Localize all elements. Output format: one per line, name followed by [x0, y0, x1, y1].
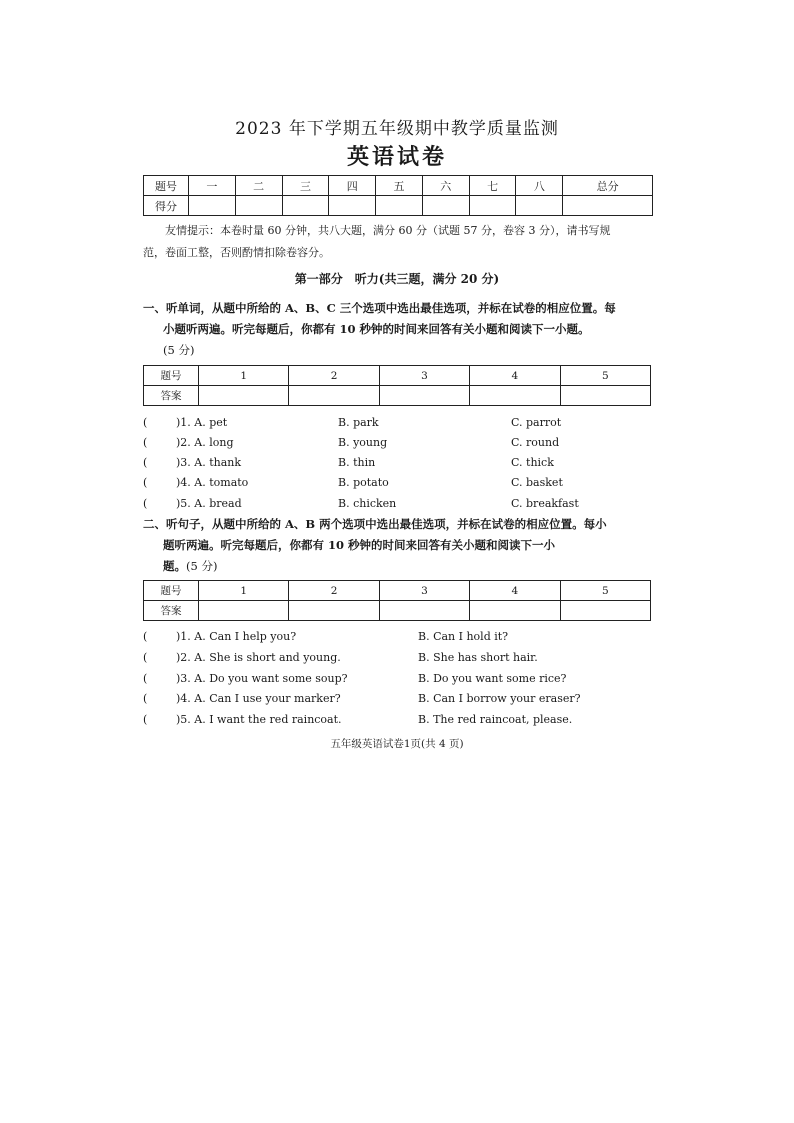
option-b: B. Can I borrow your eraser?	[418, 692, 581, 705]
option-a: )5. A. bread	[176, 497, 242, 510]
score-cell[interactable]	[235, 196, 282, 216]
option-a: )4. A. tomato	[176, 476, 249, 489]
section-points: (5 分)	[186, 559, 218, 573]
answer-paren[interactable]: (	[143, 672, 148, 685]
answer-number: 5	[560, 581, 650, 601]
option-b: B. young	[338, 436, 388, 449]
answer-number: 4	[470, 366, 560, 386]
part-heading: 第一部分 听力(共三题，满分 20 分)	[294, 272, 500, 286]
section1-question	[143, 416, 663, 434]
score-col: 五	[376, 176, 423, 196]
score-cell[interactable]	[469, 196, 516, 216]
option-b: B. The red raincoat, please.	[418, 713, 573, 726]
score-table-score-row	[144, 196, 653, 216]
section1-answer-table	[143, 365, 651, 406]
score-cell[interactable]	[376, 196, 423, 216]
answer-paren[interactable]: (	[143, 456, 148, 469]
section1-question	[143, 456, 663, 474]
section1-question	[143, 497, 663, 515]
answer-paren[interactable]: (	[143, 497, 148, 510]
option-b: B. park	[338, 416, 379, 429]
score-table-row-label: 得分	[144, 196, 189, 216]
score-table-row-label: 题号	[144, 176, 189, 196]
option-a: )2. A. She is short and young.	[176, 651, 341, 664]
section-line: 小题听两遍。听完每题后，你都有 10 秒钟的时间来回答有关小题和阅读下一小题。	[163, 322, 590, 336]
option-b: B. chicken	[338, 497, 397, 510]
answer-paren[interactable]: (	[143, 651, 148, 664]
answer-table-row-label: 答案	[144, 386, 199, 406]
option-c: C. parrot	[511, 416, 562, 429]
answer-cell[interactable]	[379, 386, 469, 406]
option-a: )4. A. Can I use your marker?	[176, 692, 341, 705]
score-col: 六	[422, 176, 469, 196]
answer-number: 3	[379, 366, 469, 386]
section-points: (5 分)	[163, 343, 195, 357]
section2-question	[143, 713, 663, 731]
page-footer: 五年级英语试卷1页(共 4 页)	[330, 738, 464, 750]
score-cell[interactable]	[329, 196, 376, 216]
answer-cell[interactable]	[560, 386, 650, 406]
score-col: 三	[282, 176, 329, 196]
answer-cell[interactable]	[560, 601, 650, 621]
answer-paren[interactable]: (	[143, 692, 148, 705]
score-col: 四	[329, 176, 376, 196]
answer-paren[interactable]: (	[143, 436, 148, 449]
answer-table-header-row	[144, 366, 651, 386]
exam-title: 2023 年下学期五年级期中教学质量监测	[235, 119, 559, 139]
option-b: B. Do you want some rice?	[418, 672, 567, 685]
option-c: C. breakfast	[511, 497, 579, 510]
section-line: 题听两遍。听完每题后，你都有 10 秒钟的时间来回答有关小题和阅读下一小	[163, 538, 556, 552]
answer-paren[interactable]: (	[143, 476, 148, 489]
section2-question	[143, 651, 663, 669]
section2-question	[143, 672, 663, 690]
option-b: B. She has short hair.	[418, 651, 538, 664]
answer-paren[interactable]: (	[143, 630, 148, 643]
notice-line: 友情提示：本卷时量 60 分钟，共八大题，满分 60 分（试题 57 分，卷容 3 分），请书写规	[165, 224, 611, 237]
option-a: )5. A. I want the red raincoat.	[176, 713, 342, 726]
section-line-end: 题。	[163, 559, 186, 573]
option-c: C. round	[511, 436, 560, 449]
answer-cell[interactable]	[470, 601, 560, 621]
option-b: B. thin	[338, 456, 376, 469]
exam-subject-title: 英语试卷	[346, 144, 447, 170]
notice-line: 范，卷面工整，否则酌情扣除卷容分。	[143, 246, 330, 259]
option-c: C. basket	[511, 476, 563, 489]
answer-cell[interactable]	[199, 601, 289, 621]
score-col: 一	[189, 176, 236, 196]
section2-question	[143, 630, 663, 648]
answer-number: 2	[289, 366, 379, 386]
section2-answer-table	[143, 580, 651, 621]
score-col: 七	[469, 176, 516, 196]
option-a: )2. A. long	[176, 436, 234, 449]
option-a: )3. A. thank	[176, 456, 242, 469]
option-a: )1. A. Can I help you?	[176, 630, 297, 643]
section2-question	[143, 692, 663, 710]
answer-number: 1	[199, 366, 289, 386]
option-a: )1. A. pet	[176, 416, 228, 429]
answer-cell[interactable]	[289, 601, 379, 621]
answer-table-row-label: 题号	[144, 366, 199, 386]
option-c: C. thick	[511, 456, 554, 469]
answer-cell[interactable]	[289, 386, 379, 406]
section-line: 一、听单词，从题中所给的 A、B、C 三个选项中选出最佳选项，并标在试卷的相应位置。每	[143, 301, 616, 315]
section-line: 二、听句子，从题中所给的 A、B 两个选项中选出最佳选项，并标在试卷的相应位置。每小	[143, 517, 607, 531]
answer-number: 2	[289, 581, 379, 601]
answer-table-header-row	[144, 581, 651, 601]
answer-cell[interactable]	[379, 601, 469, 621]
score-col: 八	[516, 176, 563, 196]
answer-cell[interactable]	[199, 386, 289, 406]
section1-question	[143, 476, 663, 494]
answer-table-row-label: 答案	[144, 601, 199, 621]
score-col-total: 总分	[563, 176, 653, 196]
score-cell[interactable]	[422, 196, 469, 216]
answer-number: 5	[560, 366, 650, 386]
score-table	[143, 175, 653, 216]
score-col: 二	[235, 176, 282, 196]
option-b: B. Can I hold it?	[418, 630, 509, 643]
answer-table-answer-row	[144, 386, 651, 406]
answer-paren[interactable]: (	[143, 713, 148, 726]
score-cell[interactable]	[516, 196, 563, 216]
score-cell[interactable]	[563, 196, 653, 216]
score-table-header-row	[144, 176, 653, 196]
answer-table-answer-row	[144, 601, 651, 621]
answer-number: 1	[199, 581, 289, 601]
section1-question	[143, 436, 663, 454]
section1-instructions	[143, 298, 655, 361]
exam-notice	[143, 220, 655, 264]
section-line	[143, 556, 655, 577]
score-cell[interactable]	[189, 196, 236, 216]
score-cell[interactable]	[282, 196, 329, 216]
option-b: B. potato	[338, 476, 389, 489]
section2-instructions	[143, 514, 655, 577]
answer-number: 4	[470, 581, 560, 601]
answer-number: 3	[379, 581, 469, 601]
answer-cell[interactable]	[470, 386, 560, 406]
option-a: )3. A. Do you want some soup?	[176, 672, 348, 685]
answer-paren[interactable]: (	[143, 416, 148, 429]
answer-table-row-label: 题号	[144, 581, 199, 601]
